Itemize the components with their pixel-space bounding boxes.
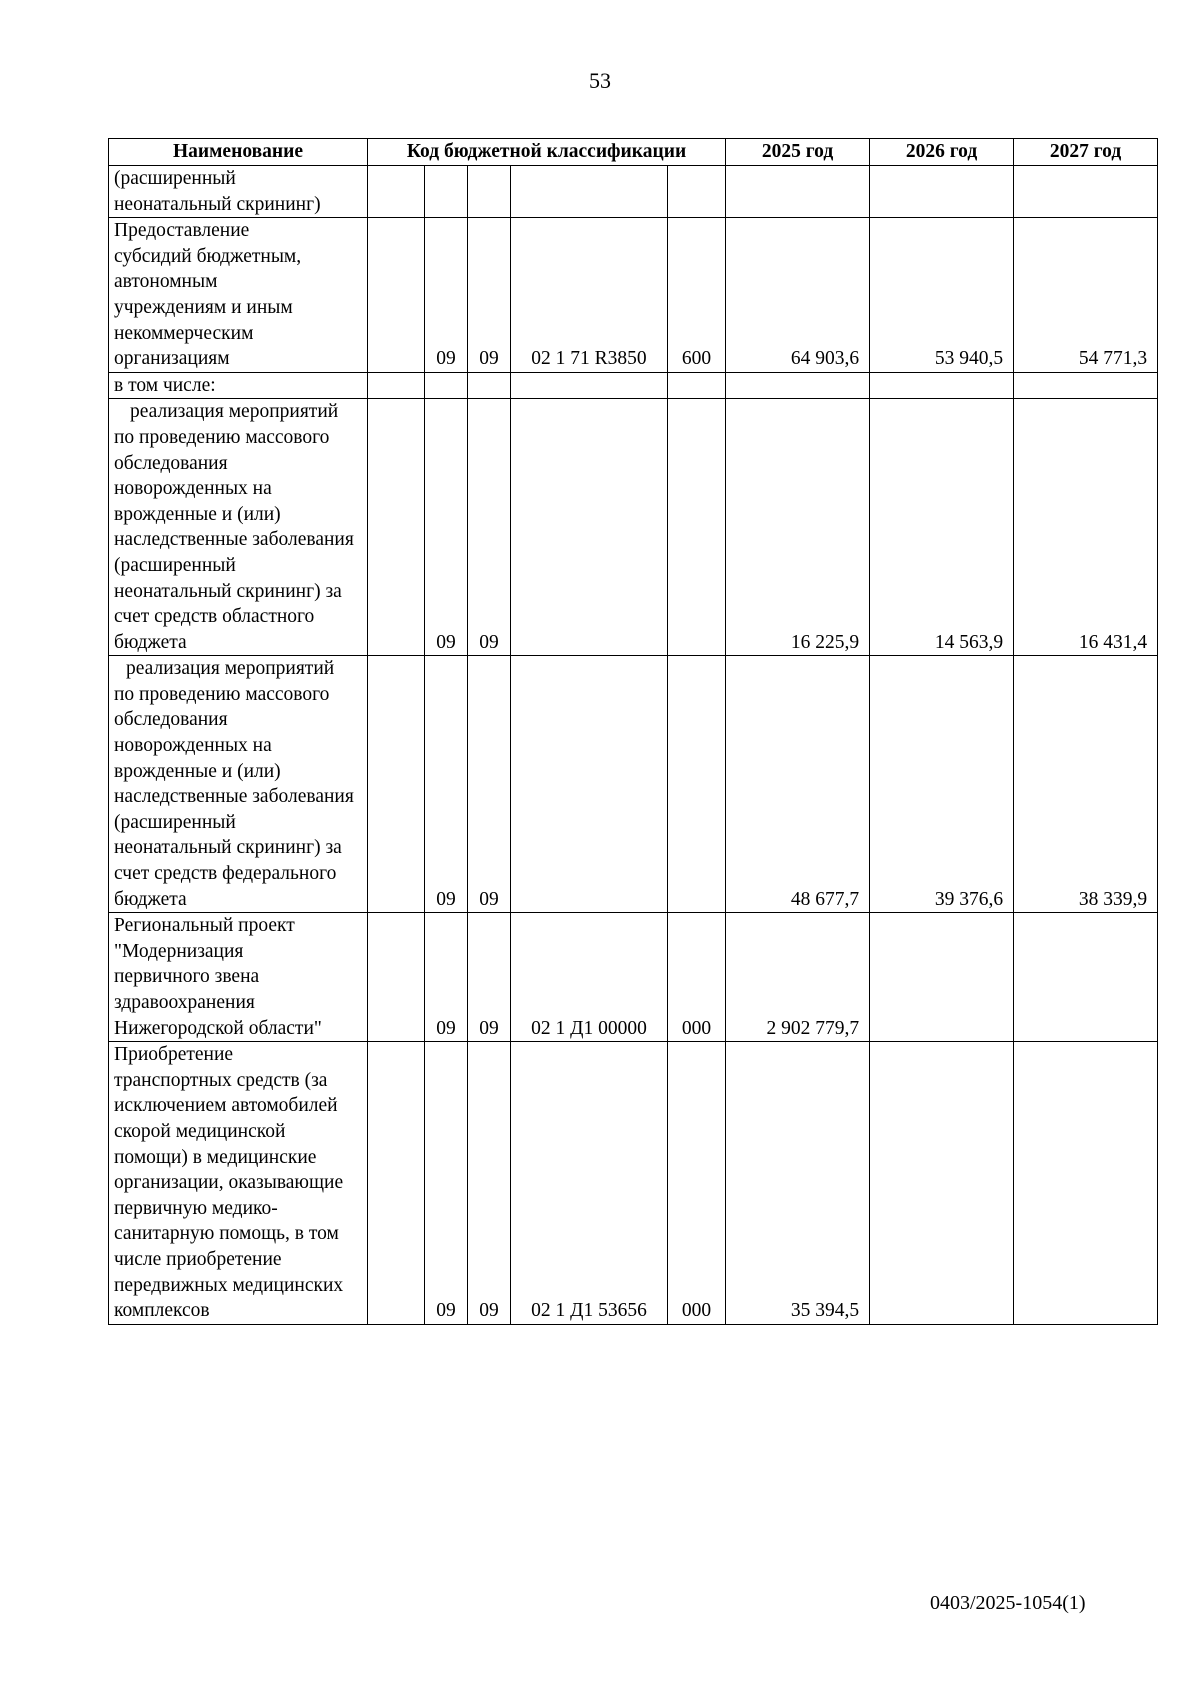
code-cell bbox=[368, 166, 425, 218]
row-name: реализация мероприятий по проведению массового обследования новорожденных на врожденные и (или) наследственные заболевания (расширенный неонатальный скрининг) за счет средств федерального бюджета bbox=[109, 656, 368, 913]
value-2026: 53 940,5 bbox=[870, 218, 1014, 373]
value-2026: 14 563,9 bbox=[870, 399, 1014, 656]
code-cell: 02 1 71 R3850 bbox=[511, 218, 668, 373]
value-2025: 35 394,5 bbox=[726, 1042, 870, 1325]
value-2025 bbox=[726, 372, 870, 399]
code-cell bbox=[668, 166, 726, 218]
document-code: 0403/2025-1054(1) bbox=[930, 1592, 1086, 1614]
value-2025: 16 225,9 bbox=[726, 399, 870, 656]
code-cell bbox=[368, 218, 425, 373]
value-2026 bbox=[870, 166, 1014, 218]
budget-table bbox=[108, 138, 1158, 1325]
code-cell: 02 1 Д1 53656 bbox=[511, 1042, 668, 1325]
code-cell bbox=[368, 372, 425, 399]
code-cell: 09 bbox=[468, 1042, 511, 1325]
value-2025: 2 902 779,7 bbox=[726, 913, 870, 1042]
value-2026 bbox=[870, 913, 1014, 1042]
code-cell: 09 bbox=[425, 399, 468, 656]
value-2027: 16 431,4 bbox=[1014, 399, 1158, 656]
value-2025 bbox=[726, 166, 870, 218]
code-cell bbox=[368, 913, 425, 1042]
code-cell bbox=[511, 656, 668, 913]
row-name: Региональный проект "Модернизация первичного звена здравоохранения Нижегородской области" bbox=[109, 913, 368, 1042]
value-2027 bbox=[1014, 913, 1158, 1042]
table-header-row bbox=[109, 139, 1158, 166]
value-2026 bbox=[870, 372, 1014, 399]
value-2026: 39 376,6 bbox=[870, 656, 1014, 913]
code-cell bbox=[425, 372, 468, 399]
code-cell: 000 bbox=[668, 913, 726, 1042]
code-cell: 09 bbox=[425, 1042, 468, 1325]
value-2025: 48 677,7 bbox=[726, 656, 870, 913]
page-number: 53 bbox=[589, 68, 611, 93]
code-cell: 000 bbox=[668, 1042, 726, 1325]
row-name: Предоставление субсидий бюджетным, автономным учреждениям и иным некоммерческим организациям bbox=[109, 218, 368, 373]
row-name: в том числе: bbox=[109, 372, 368, 399]
table-row bbox=[109, 372, 1158, 399]
value-2027: 54 771,3 bbox=[1014, 218, 1158, 373]
code-cell bbox=[511, 166, 668, 218]
code-cell bbox=[511, 372, 668, 399]
row-name: реализация мероприятий по проведению массового обследования новорожденных на врожденные и (или) наследственные заболевания (расширенный неонатальный скрининг) за счет средств областного бюджета bbox=[109, 399, 368, 656]
header-name: Наименование bbox=[109, 139, 368, 166]
code-cell: 09 bbox=[425, 656, 468, 913]
code-cell bbox=[511, 399, 668, 656]
code-cell bbox=[368, 1042, 425, 1325]
table-row bbox=[109, 1042, 1158, 1325]
value-2027: 38 339,9 bbox=[1014, 656, 1158, 913]
code-cell bbox=[668, 372, 726, 399]
code-cell: 09 bbox=[468, 399, 511, 656]
row-name: Приобретение транспортных средств (за исключением автомобилей скорой медицинской помощи) в медицинские организации, оказывающие первичную медико-санитарную помощь, в том числе приобретение передвижных медицинских комплексов bbox=[109, 1042, 368, 1325]
row-name: (расширенный неонатальный скрининг) bbox=[109, 166, 368, 218]
code-cell bbox=[425, 166, 468, 218]
code-cell: 600 bbox=[668, 218, 726, 373]
code-cell: 09 bbox=[425, 218, 468, 373]
value-2027 bbox=[1014, 166, 1158, 218]
code-cell: 02 1 Д1 00000 bbox=[511, 913, 668, 1042]
code-cell: 09 bbox=[468, 656, 511, 913]
header-2025: 2025 год bbox=[726, 139, 870, 166]
table-row bbox=[109, 399, 1158, 656]
code-cell bbox=[668, 399, 726, 656]
value-2026 bbox=[870, 1042, 1014, 1325]
value-2025: 64 903,6 bbox=[726, 218, 870, 373]
code-cell: 09 bbox=[468, 218, 511, 373]
value-2027 bbox=[1014, 1042, 1158, 1325]
code-cell bbox=[468, 372, 511, 399]
code-cell bbox=[668, 656, 726, 913]
code-cell bbox=[368, 656, 425, 913]
header-2027: 2027 год bbox=[1014, 139, 1158, 166]
table-row bbox=[109, 218, 1158, 373]
table-row bbox=[109, 166, 1158, 218]
code-cell bbox=[368, 399, 425, 656]
header-code: Код бюджетной классификации bbox=[368, 139, 726, 166]
code-cell: 09 bbox=[425, 913, 468, 1042]
header-2026: 2026 год bbox=[870, 139, 1014, 166]
code-cell: 09 bbox=[468, 913, 511, 1042]
table-row bbox=[109, 656, 1158, 913]
table-row bbox=[109, 913, 1158, 1042]
value-2027 bbox=[1014, 372, 1158, 399]
code-cell bbox=[468, 166, 511, 218]
